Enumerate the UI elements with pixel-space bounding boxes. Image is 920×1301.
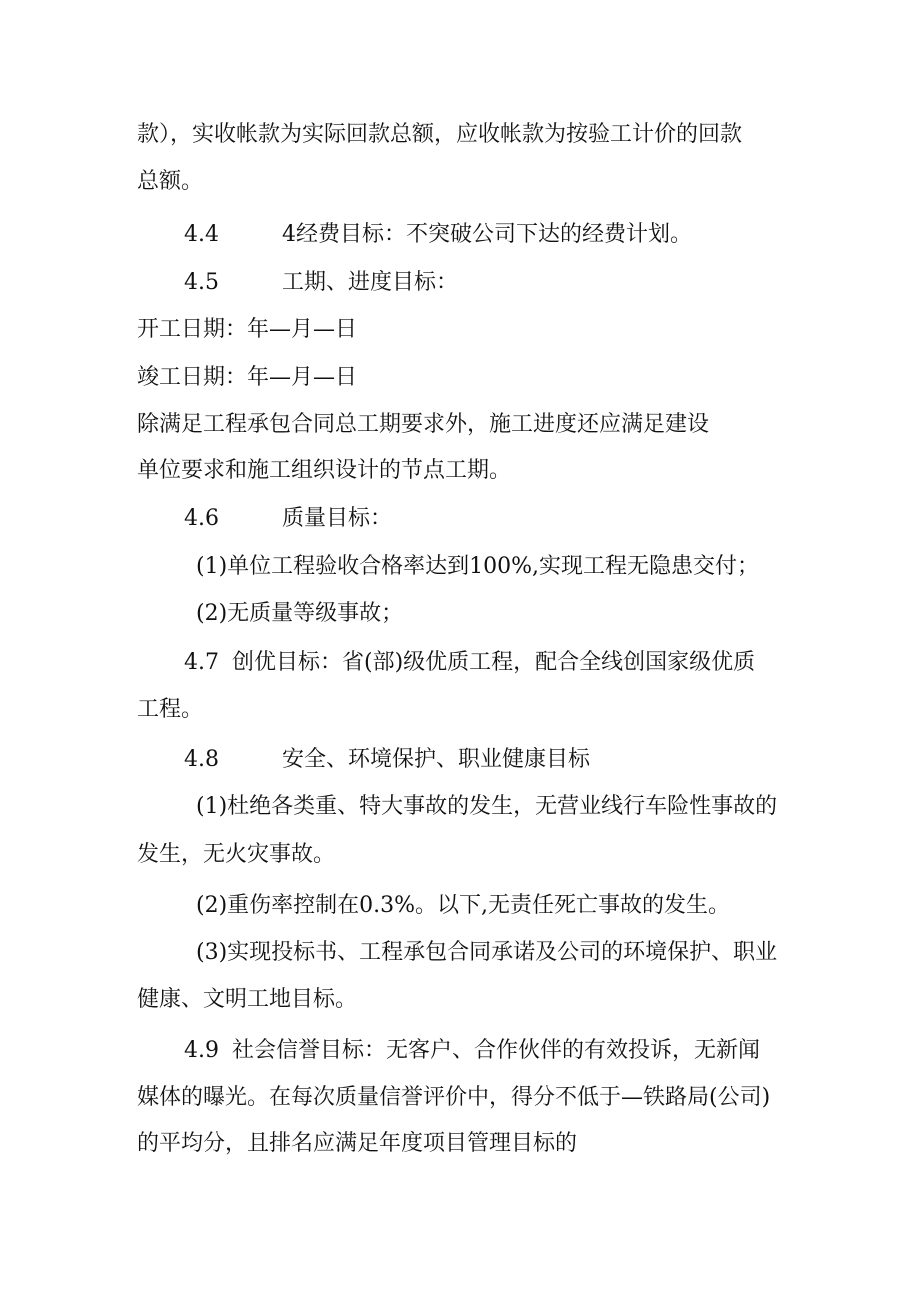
section-number: 4.8 bbox=[184, 747, 219, 772]
section-number: 4.7 bbox=[184, 650, 219, 675]
section-4-4 bbox=[184, 220, 844, 250]
safety-item-2: (2)重伤率控制在0.3%。以下,无责任死亡事故的发生。 bbox=[196, 893, 731, 918]
safety-item-1-line-1: (1)杜绝各类重、特大事故的发生，无营业线行车险性事故的 bbox=[196, 794, 778, 819]
section-text: 创优目标：省(部)级优质工程，配合全线创国家级优质 bbox=[232, 650, 756, 675]
section-text: 工期、进度目标： bbox=[282, 270, 459, 295]
quality-item-1: (1)单位工程验收合格率达到100%,实现工程无隐患交付； bbox=[196, 554, 760, 579]
section-number: 4.5 bbox=[184, 270, 219, 295]
section-text: 社会信誉目标：无客户、合作伙伴的有效投诉，无新闻 bbox=[232, 1038, 761, 1063]
section-4-8 bbox=[184, 745, 844, 775]
paragraph-continued-line-1: 款），实收帐款为实际回款总额，应收帐款为按验工计价的回款 bbox=[137, 122, 743, 147]
section-text: 安全、环境保护、职业健康目标 bbox=[282, 747, 591, 772]
safety-item-3-line-2: 健康、文明工地目标。 bbox=[137, 987, 358, 1012]
schedule-paragraph-line-1: 除满足工程承包合同总工期要求外，施工进度还应满足建设 bbox=[137, 412, 710, 437]
completion-date-line: 竣工日期：年—月—日 bbox=[137, 365, 358, 390]
paragraph-continued-line-2: 总额。 bbox=[137, 169, 204, 194]
start-date-line: 开工日期：年—月—日 bbox=[137, 317, 358, 342]
section-number: 4.9 bbox=[184, 1038, 219, 1063]
section-number: 4.4 bbox=[184, 222, 219, 247]
section-4-9-line-2: 媒体的曝光。在每次质量信誉评价中，得分不低于—铁路局(公司) bbox=[137, 1085, 771, 1110]
schedule-paragraph-line-2: 单位要求和施工组织设计的节点工期。 bbox=[137, 458, 512, 483]
section-4-6 bbox=[184, 504, 844, 534]
quality-item-2: (2)无质量等级事故； bbox=[196, 601, 404, 626]
section-4-9 bbox=[184, 1036, 844, 1066]
safety-item-3-line-1: (3)实现投标书、工程承包合同承诺及公司的环境保护、职业 bbox=[196, 940, 778, 965]
section-text: 质量目标： bbox=[282, 506, 393, 531]
section-4-9-line-3: 的平均分，且排名应满足年度项目管理目标的 bbox=[137, 1131, 578, 1156]
section-4-7-line-2: 工程。 bbox=[137, 697, 204, 722]
safety-item-1-line-2: 发生，无火灾事故。 bbox=[137, 842, 336, 867]
section-number: 4.6 bbox=[184, 506, 219, 531]
section-4-5 bbox=[184, 268, 844, 298]
section-text: 4经费目标：不突破公司下达的经费计划。 bbox=[282, 222, 692, 247]
section-4-7 bbox=[184, 648, 844, 678]
